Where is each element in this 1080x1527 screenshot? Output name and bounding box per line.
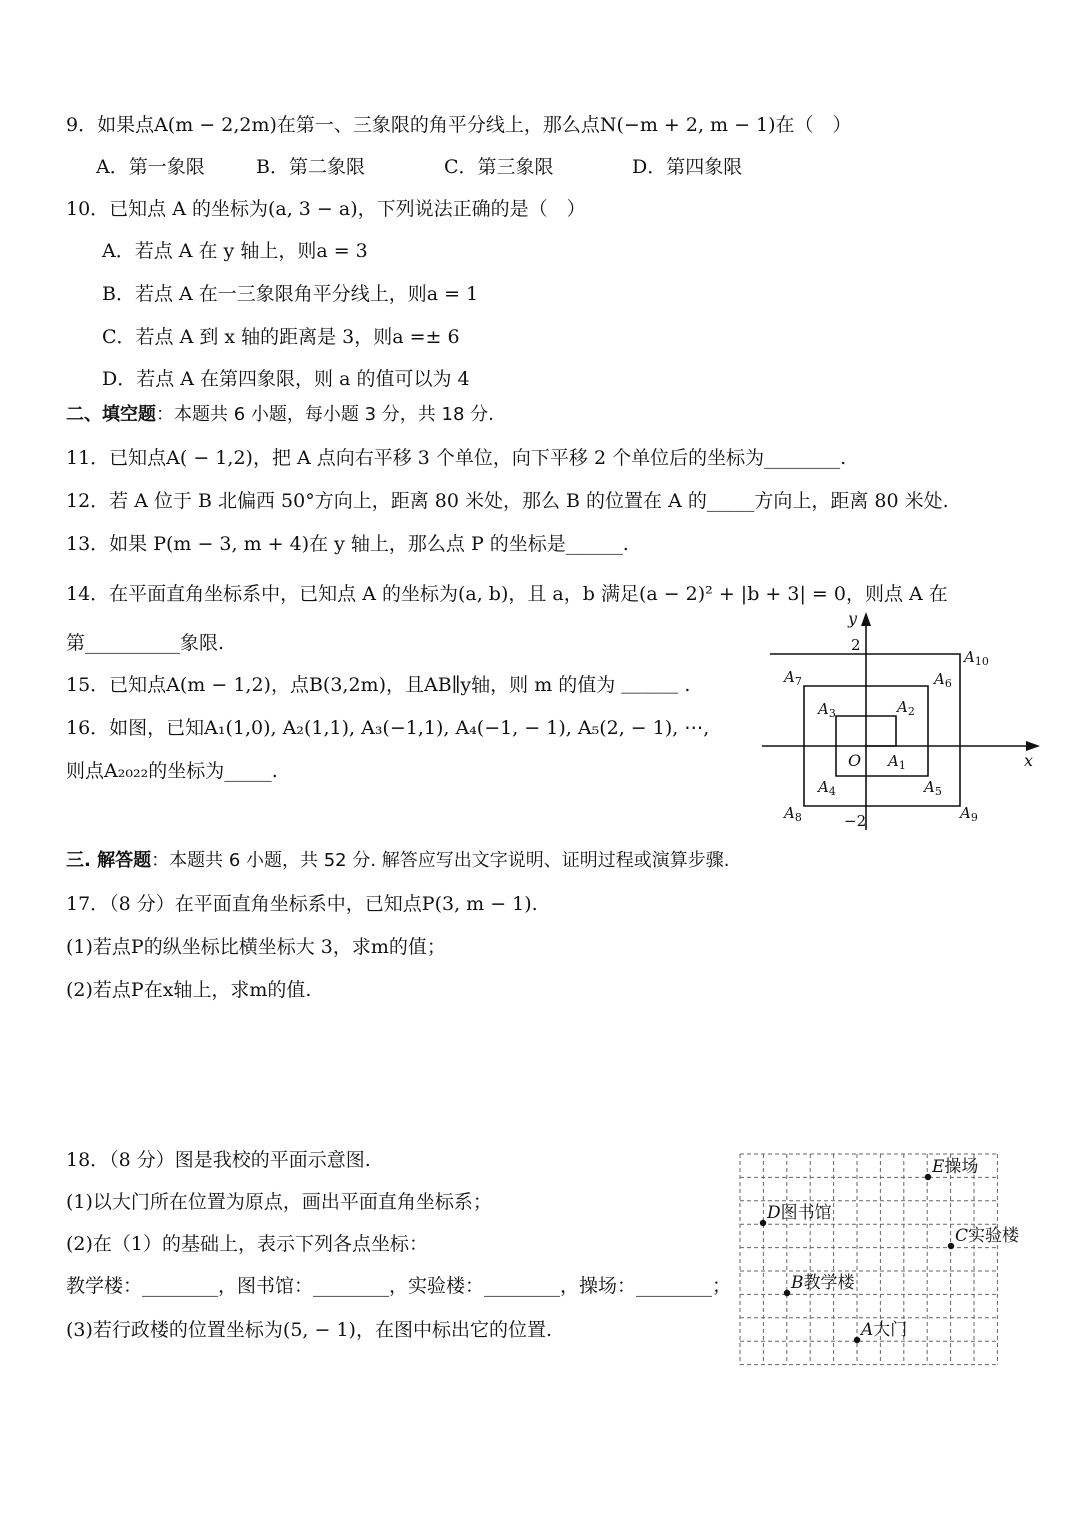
section3-label: 三. 解答题: [66, 850, 152, 871]
tick-top-label: 2: [851, 636, 861, 654]
q9-option-b: B．第二象限: [256, 156, 365, 178]
q12: 12．若 A 位于 B 北偏西 50°方向上，距离 80 米处，那么 B 的位置在 A 的_____方向上，距离 80 米处.: [66, 490, 949, 512]
q14-line2: 第__________象限.: [66, 632, 225, 654]
label-a: A大门: [861, 1320, 908, 1340]
point-a: [854, 1337, 860, 1343]
point-a8: $A_8$: [784, 804, 802, 824]
q17-part1: (1)若点P的纵坐标比横坐标大 3，求m的值；: [66, 936, 446, 958]
tick-bottom-label: −2: [844, 812, 867, 830]
label-c: C实验楼: [955, 1226, 1020, 1246]
q17-stem: 17．（8 分）在平面直角坐标系中，已知点P(3, m − 1).: [66, 893, 538, 915]
x-axis-arrow: [1026, 741, 1040, 751]
q10-option-d: D．若点 A 在第四象限，则 a 的值可以为 4: [102, 368, 470, 390]
q15: 15．已知点A(m − 1,2)，点B(3,2m)，且AB∥y轴，则 m 的值为 ＿＿＿ .: [66, 674, 691, 696]
section2-label: 二、填空题: [66, 404, 156, 425]
q18-part3: (3)若行政楼的位置坐标为(5, − 1)，在图中标出它的位置.: [66, 1319, 552, 1341]
section2-desc: ：本题共 6 小题，每小题 3 分，共 18 分.: [156, 404, 494, 425]
section2-heading: [66, 402, 494, 428]
section3-desc: ：本题共 6 小题，共 52 分. 解答应写出文字说明、证明过程或演算步骤.: [151, 850, 730, 871]
point-a10: $A_{10}$: [964, 648, 989, 668]
q9-option-c: C．第三象限: [444, 156, 554, 178]
point-a4: $A_4$: [818, 778, 836, 798]
q18-figure: [736, 1150, 1020, 1364]
q18-part1: (1)以大门所在位置为原点，画出平面直角坐标系；: [66, 1191, 492, 1213]
q16-figure: [756, 606, 1048, 834]
point-c: [948, 1243, 954, 1249]
origin-label: O: [848, 751, 862, 770]
q9-option-a: A．第一象限: [96, 156, 205, 178]
point-a2: $A_2$: [897, 698, 915, 718]
point-a5: $A_5$: [924, 778, 942, 798]
point-b: [784, 1290, 790, 1296]
q10-stem: 10．已知点 A 的坐标为(a, 3 − a)，下列说法正确的是（ ）: [66, 198, 586, 220]
q18-part2: (2)在（1）的基础上，表示下列各点坐标：: [66, 1233, 429, 1255]
y-axis-label: y: [848, 609, 858, 628]
q9-option-d: D．第四象限: [632, 156, 743, 178]
q17-part2: (2)若点P在x轴上，求m的值.: [66, 979, 312, 1001]
point-a1: $A_1$: [888, 752, 906, 772]
point-d: [760, 1220, 766, 1226]
q14-line1: 14．在平面直角坐标系中，已知点 A 的坐标为(a, b)，且 a，b 满足(a − 2)² + |b + 3| = 0，则点 A 在: [66, 583, 948, 605]
label-e: E操场: [932, 1157, 979, 1177]
q18-part2-blanks: 教学楼：________，图书馆：________，实验楼：________，操场：________；: [66, 1275, 732, 1297]
q16-line1: 16．如图，已知A₁(1,0), A₂(1,1), A₃(−1,1), A₄(−1, − 1), A₅(2, − 1), ⋯,: [66, 717, 710, 739]
q10-option-a: A．若点 A 在 y 轴上，则a = 3: [102, 240, 368, 262]
x-axis-label: x: [1024, 751, 1034, 770]
section3-heading: [66, 848, 730, 874]
q16-line2: 则点A₂₀₂₂的坐标为_____.: [66, 760, 278, 782]
q11: 11．已知点A( − 1,2)，把 A 点向右平移 3 个单位，向下平移 2 个单位后的坐标为________.: [66, 447, 847, 469]
point-a9: $A_9$: [960, 804, 978, 824]
point-a7: $A_7$: [784, 668, 802, 688]
label-d: D图书馆: [767, 1203, 832, 1223]
point-e: [925, 1174, 931, 1180]
q18-stem: 18．（8 分）图是我校的平面示意图.: [66, 1149, 371, 1171]
y-axis-arrow: [861, 612, 871, 626]
point-a6: $A_6$: [934, 670, 952, 690]
q13: 13．如果 P(m − 3, m + 4)在 y 轴上，那么点 P 的坐标是______.: [66, 533, 629, 555]
point-a3: $A_3$: [818, 700, 836, 720]
label-b: B教学楼: [791, 1273, 855, 1293]
q10-option-c: C．若点 A 到 x 轴的距离是 3，则a =± 6: [102, 326, 460, 348]
q9-stem: 9．如果点A(m − 2,2m)在第一、三象限的角平分线上，那么点N(−m + 2, m − 1)在（ ）: [66, 114, 852, 136]
q10-option-b: B．若点 A 在一三象限角平分线上，则a = 1: [102, 283, 479, 305]
